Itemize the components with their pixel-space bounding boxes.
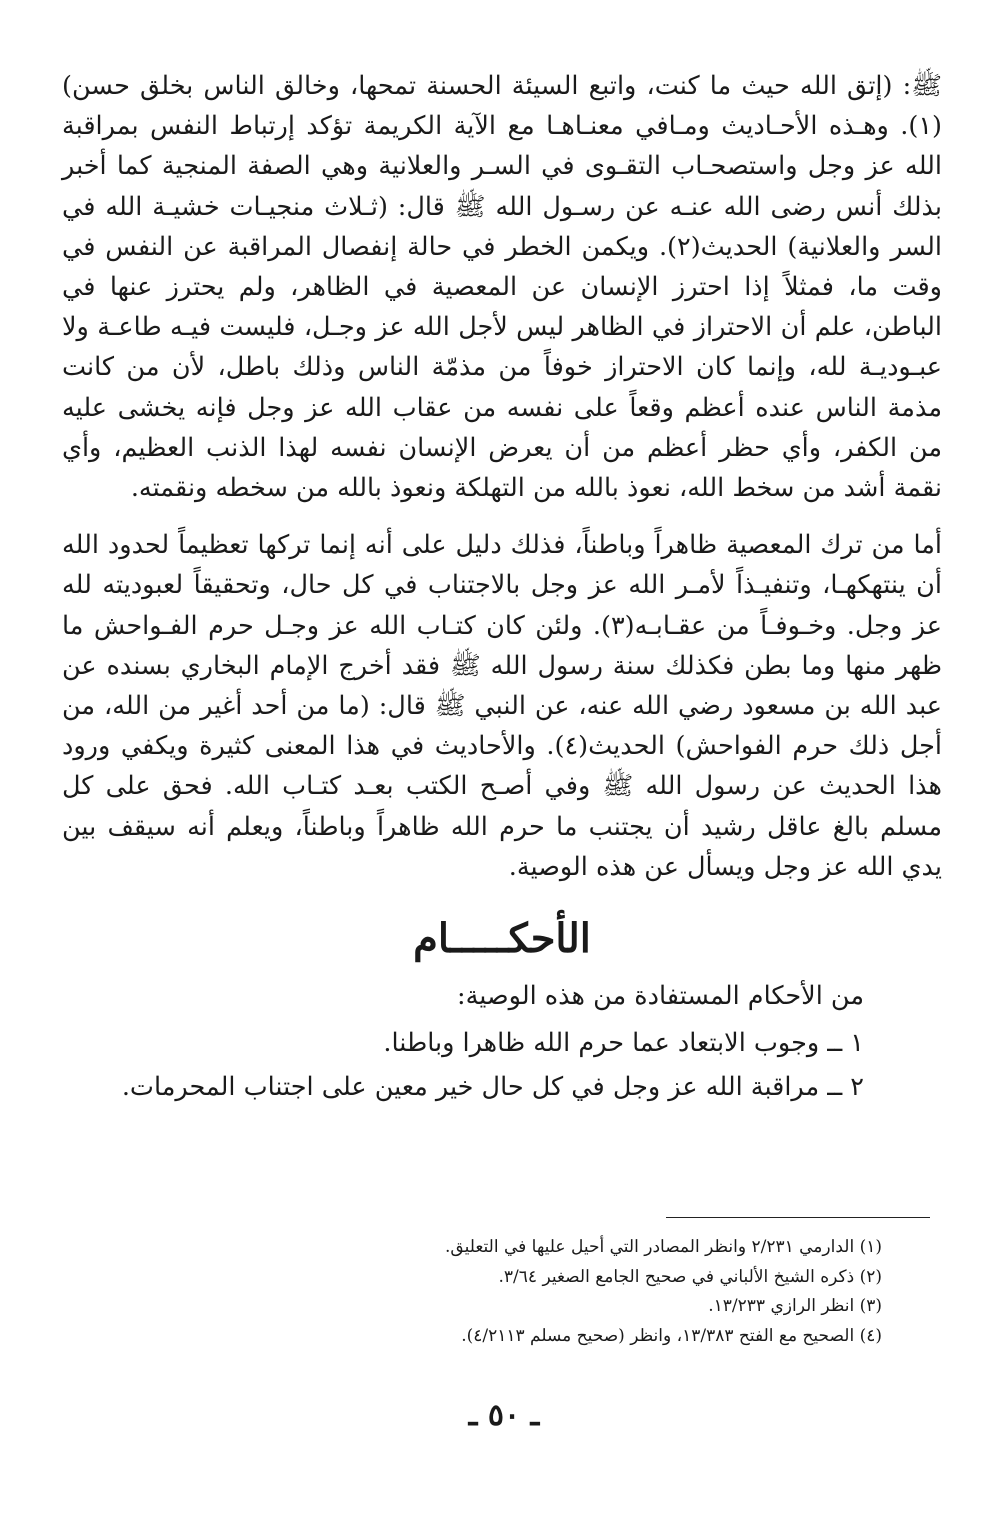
page-number: ـ ٥٠ ـ <box>468 1398 540 1433</box>
page-content <box>62 66 942 1109</box>
footnote-2: (٢) ذكره الشيخ الألباني في صحيح الجامع الصغير ٣/٦٤. <box>498 1266 882 1287</box>
footnote-4: (٤) الصحيح مع الفتح ١٣/٣٨٣، وانظر (صحيح مسلم ٤/٢١١٣). <box>461 1325 882 1346</box>
body-paragraph-2: أما من ترك المعصية ظاهراً وباطناً، فذلك دليل على أنه إنما تركها تعظيماً لحدود الله أن ينتهكهـا، وتنفيـذاً لأمـر الله عز وجل بالاجتناب في كل حال، وتحقيقاً لعبوديته لله عز وجل. وخـوفـاً من عقـابـه(٣). ولئن كان كتـاب الله عز وجـل حرم الفـواحش ما ظهر منها وما بطن فكذلك سنة رسول الله ﷺ فقد أخرج الإمام البخاري بسنده عن عبد الله بن مسعود رضي الله عنه، عن النبي ﷺ قال: (ما من أحد أغير من الله، من أجل ذلك حرم الفواحش) الحديث(٤). والأحاديث في هذا المعنى كثيرة ويكفي ورود هذا الحديث عن رسول الله ﷺ وفي أصـح الكتب بعـد كتـاب الله. فحق على كل مسلم بالغ عاقل رشيد أن يجتنب ما حرم الله ظاهراً وباطناً، ويعلم أنه سيقف بين يدي الله عز وجل ويسأل عن هذه الوصية. <box>62 530 943 882</box>
ruling-item-2: ٢ ــ مراقبة الله عز وجل في كل حال خير معين على اجتناب المحرمات. <box>121 1072 864 1103</box>
section-heading-rulings: الأحكـــــام <box>413 915 591 963</box>
footnotes-list <box>122 1233 882 1351</box>
body-paragraph-1: ﷺ: (إتق الله حيث ما كنت، واتبع السيئة الحسنة تمحها، وخالق الناس بخلق حسن)(١). وهـذه الأحـاديث ومـافي معنـاهـا مع الآية الكريمة تؤكد إرتباط النفس بمراقبة الله عز وجل واستصحـاب التقـوى في السـر والعلانية وهي الصفة المنجية كما أخبر بذلك أنس رضى الله عنـه عن رسـول الله ﷺ قال: (ثـلاث منجيـات خشيـة الله في السر والعلانية) الحديث(٢). ويكمن الخطر في حالة إنفصال المراقبة عن النفس في وقت ما، فمثلاً إذا احترز الإنسان عن المعصية في الظاهر، ولم يحترز عنها في الباطن، علم أن الاحتراز في الظاهر ليس لأجل الله عز وجـل، فليست فيـه طاعـة ولا عبـوديـة لله، وإنما كان الاحتراز خوفاً من مذمّة الناس وذلك باطل، لأن من كانت مذمة الناس عنده أعظم وقعاً على نفسه من عقاب الله عز وجل فإنه يخشى عليه من الكفر، وأي حظر أعظم من أن يعرض الإنسان نفسه لهذا الذنب العظيم، وأي نقمة أشد من سخط الله، نعوذ بالله من التهلكة ونعوذ بالله من سخطه ونقمته. <box>62 71 943 504</box>
footnote-3: (٣) انظر الرازي ١٣/٢٣٣. <box>708 1296 882 1316</box>
rulings-list <box>62 1021 942 1109</box>
footnote-divider <box>666 1217 930 1218</box>
footnote-1: (١) الدارمي ٢/٢٣١ وانظر المصادر التي أحيل عليها في التعليق. <box>444 1237 882 1257</box>
ruling-item-1: ١ ــ وجوب الابتعاد عما حرم الله ظاهرا وباطنا. <box>383 1028 864 1059</box>
rulings-intro: من الأحكام المستفادة من هذه الوصية: <box>457 981 864 1012</box>
